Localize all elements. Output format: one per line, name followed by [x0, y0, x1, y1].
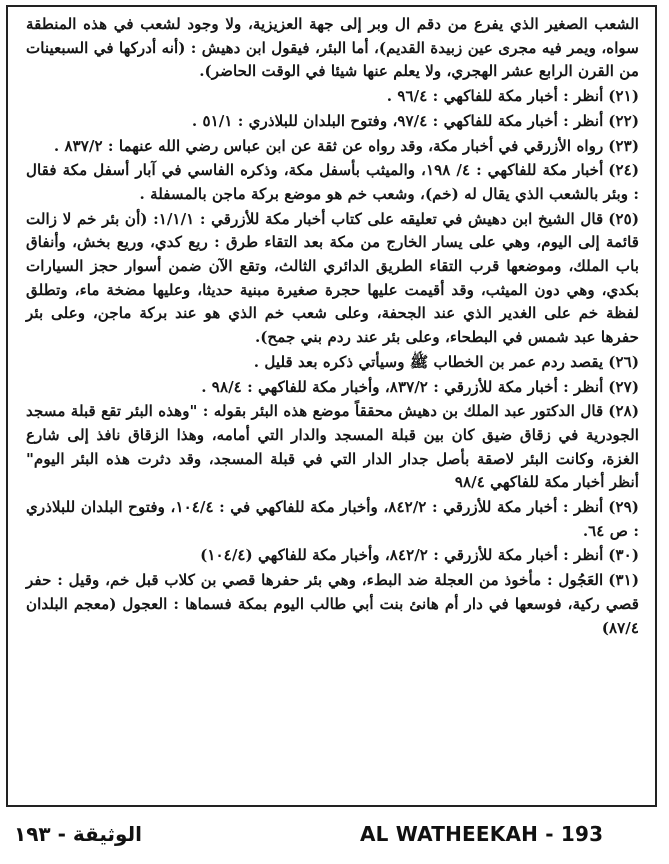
- document-body: [26, 13, 639, 641]
- intro-paragraph: الشعب الصغير الذي يفرع من دقم ال وبر إلى جهة العزيزية، ولا وجود لشعب في هذه المنطقة سواه، ويمر فيه مجرى عين زبيدة القديم)، أما البئر، فيقول ابن دهيش : (أنه أدركها في السبعينات من القرن الرابع عشر الهجري، ولا يعلم عنها شيئا في الوقت الحاضر).: [26, 15, 639, 81]
- footnote-25: [26, 208, 639, 350]
- footnote-27: [26, 376, 639, 400]
- footnote-text: أنظر : أخبار مكة للفاكهي : ٩٦/٤ .: [386, 87, 604, 106]
- footnote-number: (٢٨): [608, 402, 639, 421]
- footnote-number: (٢٤): [608, 161, 639, 180]
- footnote-29: [26, 496, 639, 543]
- footnote-text: أنظر : أخبار مكة للأزرقي : ٨٤٢/٢، وأخبار مكة للفاكهي في : ١٠٤/٤، وفتوح البلدان للبلاذري : ص ٦٤.: [26, 498, 639, 540]
- footnote-text: أنظر : أخبار مكة للأزرقي : ٨٤٢/٢، وأخبار مكة للفاكهي (١٠٤/٤): [200, 546, 604, 565]
- footer-journal-arabic: الوثيقة - ١٩٣: [14, 822, 142, 846]
- text-frame: [6, 5, 657, 807]
- footnote-number: (٣٠): [608, 546, 639, 565]
- footnote-number: (٢١): [608, 87, 639, 106]
- footnote-text: العَجُول : مأخوذ من العجلة ضد البطء، وهي بئر حفرها قصي بن كلاب قبل خم، وقيل : حفر قصي ركية، فوسعها في دار أم هانئ بنت أبي طالب اليوم بمكة فسماها : العجول (معجم البلدان ٨٧/٤): [26, 571, 639, 637]
- footnote-21: [26, 85, 639, 109]
- footnote-23: [26, 135, 639, 159]
- footnote-number: (٢٩): [608, 498, 639, 517]
- footnote-number: (٢٢): [608, 111, 639, 130]
- footnote-number: (٣١): [608, 571, 639, 590]
- footnote-number: (٢٣): [608, 136, 639, 155]
- footnote-text: قال الدكتور عبد الملك بن دهيش محققاً موضع هذه البئر بقوله : "وهذه البئر تقع قبلة مسجد الجودرية في زقاق ضيق كان بين قبلة المسجد والدار التي أمامه، وهذا الزقاق نافذ إلى شارع الغزة، وكانت البئر لاصقة بأصل جدار الدار التي في قبلة المسجد، وقد دثرت هذه البئر اليوم" أنظر أخبار مكة للفاكهي ٩٨/٤: [26, 402, 639, 492]
- footnote-text: يقصد ردم عمر بن الخطاب ﷺ وسيأتي ذكره بعد قليل .: [253, 352, 604, 371]
- footnote-28: [26, 400, 639, 495]
- footnote-number: (٢٥): [608, 209, 639, 228]
- footnote-text: أنظر : أخبار مكة للأزرقي : ٨٣٧/٢، وأخبار مكة للفاكهي : ٩٨/٤ .: [201, 377, 604, 396]
- footnote-30: [26, 544, 639, 568]
- footnote-text: أخبار مكة للفاكهي : ٤/ ١٩٨، والميثب بأسفل مكة، وذكره الفاسي في آبار أسفل مكة فقال : وبئر بالشعب الذي يقال له (خم)، وشعب خم هو موضع بركة ماجن بالمسفلة .: [26, 161, 639, 203]
- footnote-24: [26, 159, 639, 206]
- footnote-text: قال الشيخ ابن دهيش في تعليقه على كتاب أخبار مكة للأزرقي : ١/١/١: (أن بئر خم لا زالت قائمة إلى اليوم، وهي على يسار الخارج من مكة بعد التقاء طرق : ريع كدي، وريع بخش، وأنفاق باب الملك، وموضعها قرب التقاء الطريق الدائري الثالث، وتقع الآن ضمن أسوار حجز السيارات بكدي، وهي دون الميثب، وقد أقيمت عليها حجرة صغيرة مبنية حديثا، وعليها مضخة ماء، وتطلق لفظة خم على الغدير الذي عند الجحفة، وعلى شعب خم الذي هو عند بركة ماجن، وعلى بئر حفرها عبد شمس في البطحاء، وعلى بئر عند ردم بني جمح).: [26, 209, 639, 347]
- footnote-number: (٢٦): [608, 352, 639, 371]
- footnote-text: أنظر : أخبار مكة للفاكهي : ٩٧/٤، وفتوح البلدان للبلاذري : ٥١/١ .: [191, 111, 604, 130]
- page-footer: [0, 822, 669, 858]
- footnote-31: [26, 569, 639, 640]
- footnote-text: رواه الأزرقي في أخبار مكة، وقد رواه عن ثقة عن ابن عباس رضي الله عنهما : ٨٣٧/٢ .: [53, 136, 604, 155]
- footer-journal-english: AL WATHEEKAH - 193: [360, 822, 604, 846]
- footnote-26: [26, 351, 639, 375]
- footnote-number: (٢٧): [608, 377, 639, 396]
- footnote-22: [26, 110, 639, 134]
